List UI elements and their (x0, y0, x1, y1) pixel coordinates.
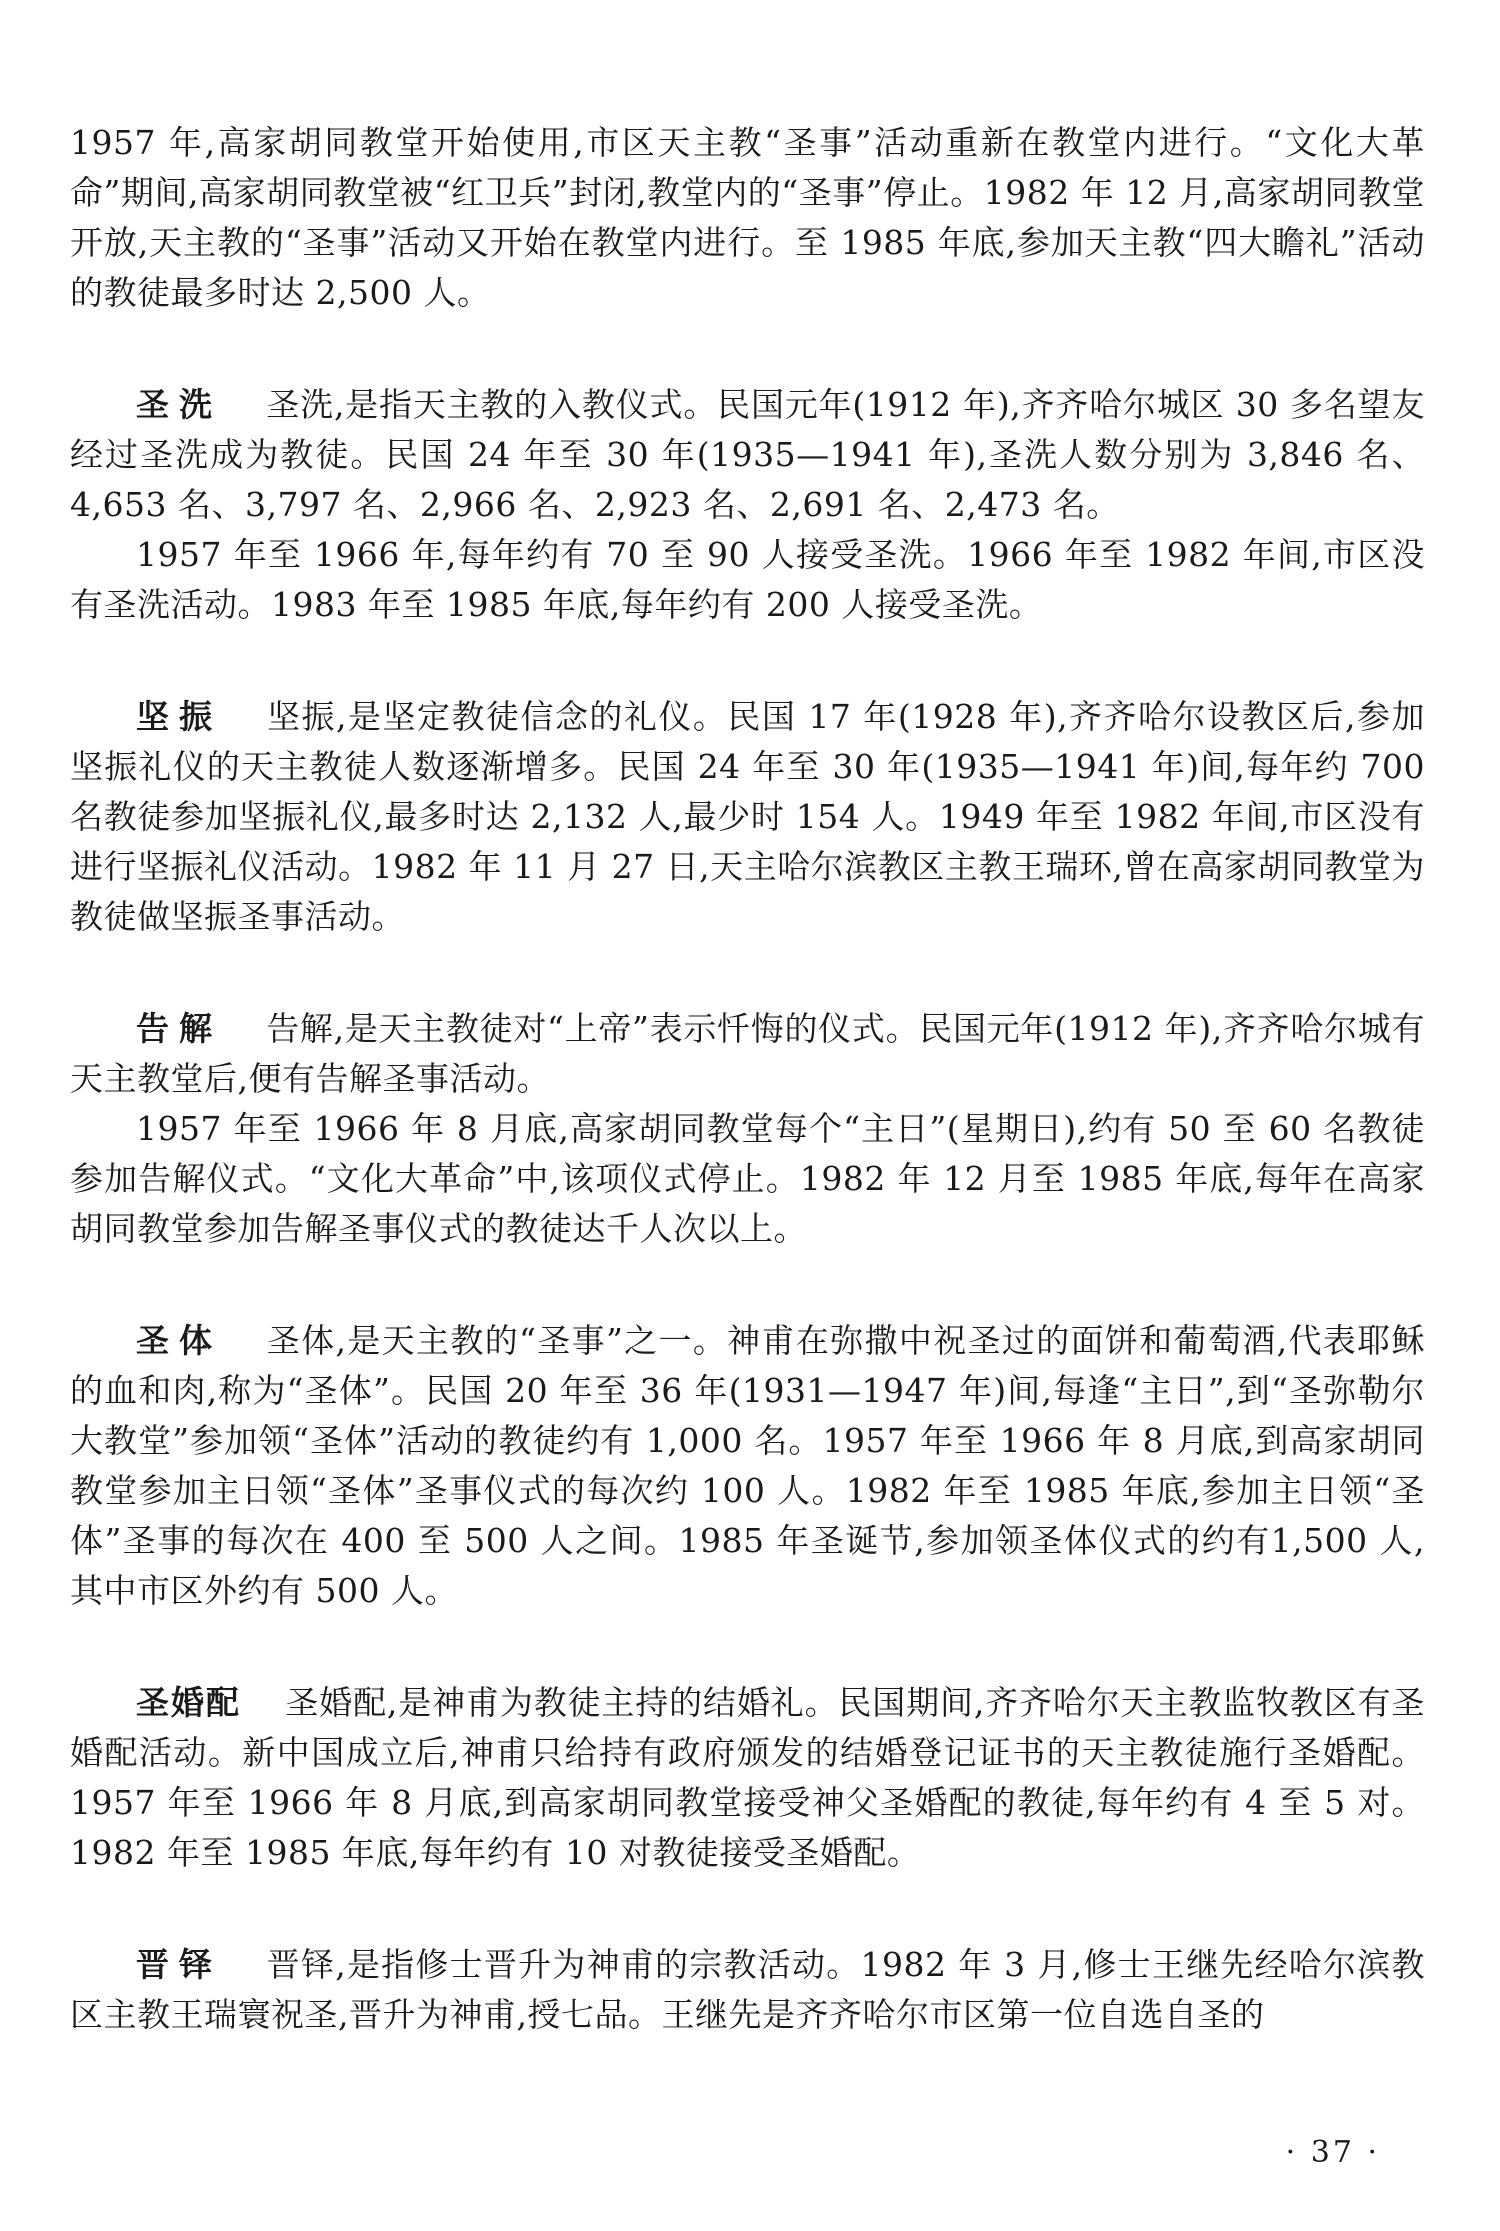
section-text: 圣体,是天主教的“圣事”之一。神甫在弥撒中祝圣过的面饼和葡萄酒,代表耶稣的血和肉,称为“圣体”。民国 20 年至 36 年(1931—1947 年)间,每逢“主日”,到“圣弥勒尔大教堂”参加领“圣体”活动的教徒约有 1,000 名。1957 年至 1966 年 8 月底,到高家胡同教堂参加主日领“圣体”圣事仪式的每次约 100 人。1982 年至 1985 年底,参加主日领“圣体”圣事的每次在 400 至 500 人之间。1985 年圣诞节,参加领圣体仪式的约有1,500 人,其中市区外约有 500 人。 (70, 1321, 1425, 1610)
section-confirmation (70, 692, 1425, 942)
section-text: 坚振,是坚定教徒信念的礼仪。民国 17 年(1928 年),齐齐哈尔设教区后,参加坚振礼仪的天主教徒人数逐渐增多。民国 24 年至 30 年(1935—1941 年)间,每年约 700 名教徒参加坚振礼仪,最多时达 2,132 人,最少时 154 人。1949 年至 1982 年间,市区没有进行坚振礼仪活动。1982 年 11 月 27 日,天主哈尔滨教区主教王瑞环,曾在高家胡同教堂为教徒做坚振圣事活动。 (70, 697, 1425, 936)
section-term: 圣体 (136, 1321, 222, 1360)
section-ordination (70, 1940, 1425, 2040)
section-text: 告解,是天主教徒对“上帝”表示忏悔的仪式。民国元年(1912 年),齐齐哈尔城有天主教堂后,便有告解圣事活动。 (70, 1009, 1425, 1098)
section-matrimony (70, 1678, 1425, 1878)
section-confession-continued: 1957 年至 1966 年 8 月底,高家胡同教堂每个“主日”(星期日),约有 50 至 60 名教徒参加告解仪式。“文化大革命”中,该项仪式停止。1982 年 12 月至 1985 年底,每年在高家胡同教堂参加告解圣事仪式的教徒达千人次以上。 (70, 1109, 1425, 1248)
section-text: 圣洗,是指天主教的入教仪式。民国元年(1912 年),齐齐哈尔城区 30 多名望友经过圣洗成为教徒。民国 24 年至 30 年(1935—1941 年),圣洗人数分别为 3,846 名、4,653 名、3,797 名、2,966 名、2,923 名、2,691 名、2,473 名。 (70, 385, 1425, 524)
page-number: · 37 · (1285, 2135, 1380, 2170)
section-term: 坚振 (136, 697, 222, 736)
section-confession (70, 1004, 1425, 1104)
section-term: 圣婚配 (136, 1683, 241, 1722)
section-term: 圣洗 (136, 385, 222, 424)
section-eucharist (70, 1316, 1425, 1616)
intro-paragraph: 1957 年,高家胡同教堂开始使用,市区天主教“圣事”活动重新在教堂内进行。“文化大革命”期间,高家胡同教堂被“红卫兵”封闭,教堂内的“圣事”停止。1982 年 12 月,高家胡同教堂开放,天主教的“圣事”活动又开始在教堂内进行。至 1985 年底,参加天主教“四大瞻礼”活动的教徒最多时达 2,500 人。 (70, 123, 1425, 312)
section-text: 圣婚配,是神甫为教徒主持的结婚礼。民国期间,齐齐哈尔天主教监牧教区有圣婚配活动。新中国成立后,神甫只给持有政府颁发的结婚登记证书的天主教徒施行圣婚配。1957 年至 1966 年 8 月底,到高家胡同教堂接受神父圣婚配的教徒,每年约有 4 至 5 对。1982 年至 1985 年底,每年约有 10 对教徒接受圣婚配。 (70, 1683, 1425, 1872)
document-page (70, 118, 1425, 2040)
section-baptism (70, 380, 1425, 530)
section-term: 告解 (136, 1009, 222, 1048)
section-baptism-continued: 1957 年至 1966 年,每年约有 70 至 90 人接受圣洗。1966 年至 1982 年间,市区没有圣洗活动。1983 年至 1985 年底,每年约有 200 人接受圣洗。 (70, 535, 1425, 624)
section-text: 晋铎,是指修士晋升为神甫的宗教活动。1982 年 3 月,修士王继先经哈尔滨教区主教王瑞寰祝圣,晋升为神甫,授七品。王继先是齐齐哈尔市区第一位自选自圣的 (70, 1945, 1425, 2034)
section-term: 晋铎 (136, 1945, 222, 1984)
